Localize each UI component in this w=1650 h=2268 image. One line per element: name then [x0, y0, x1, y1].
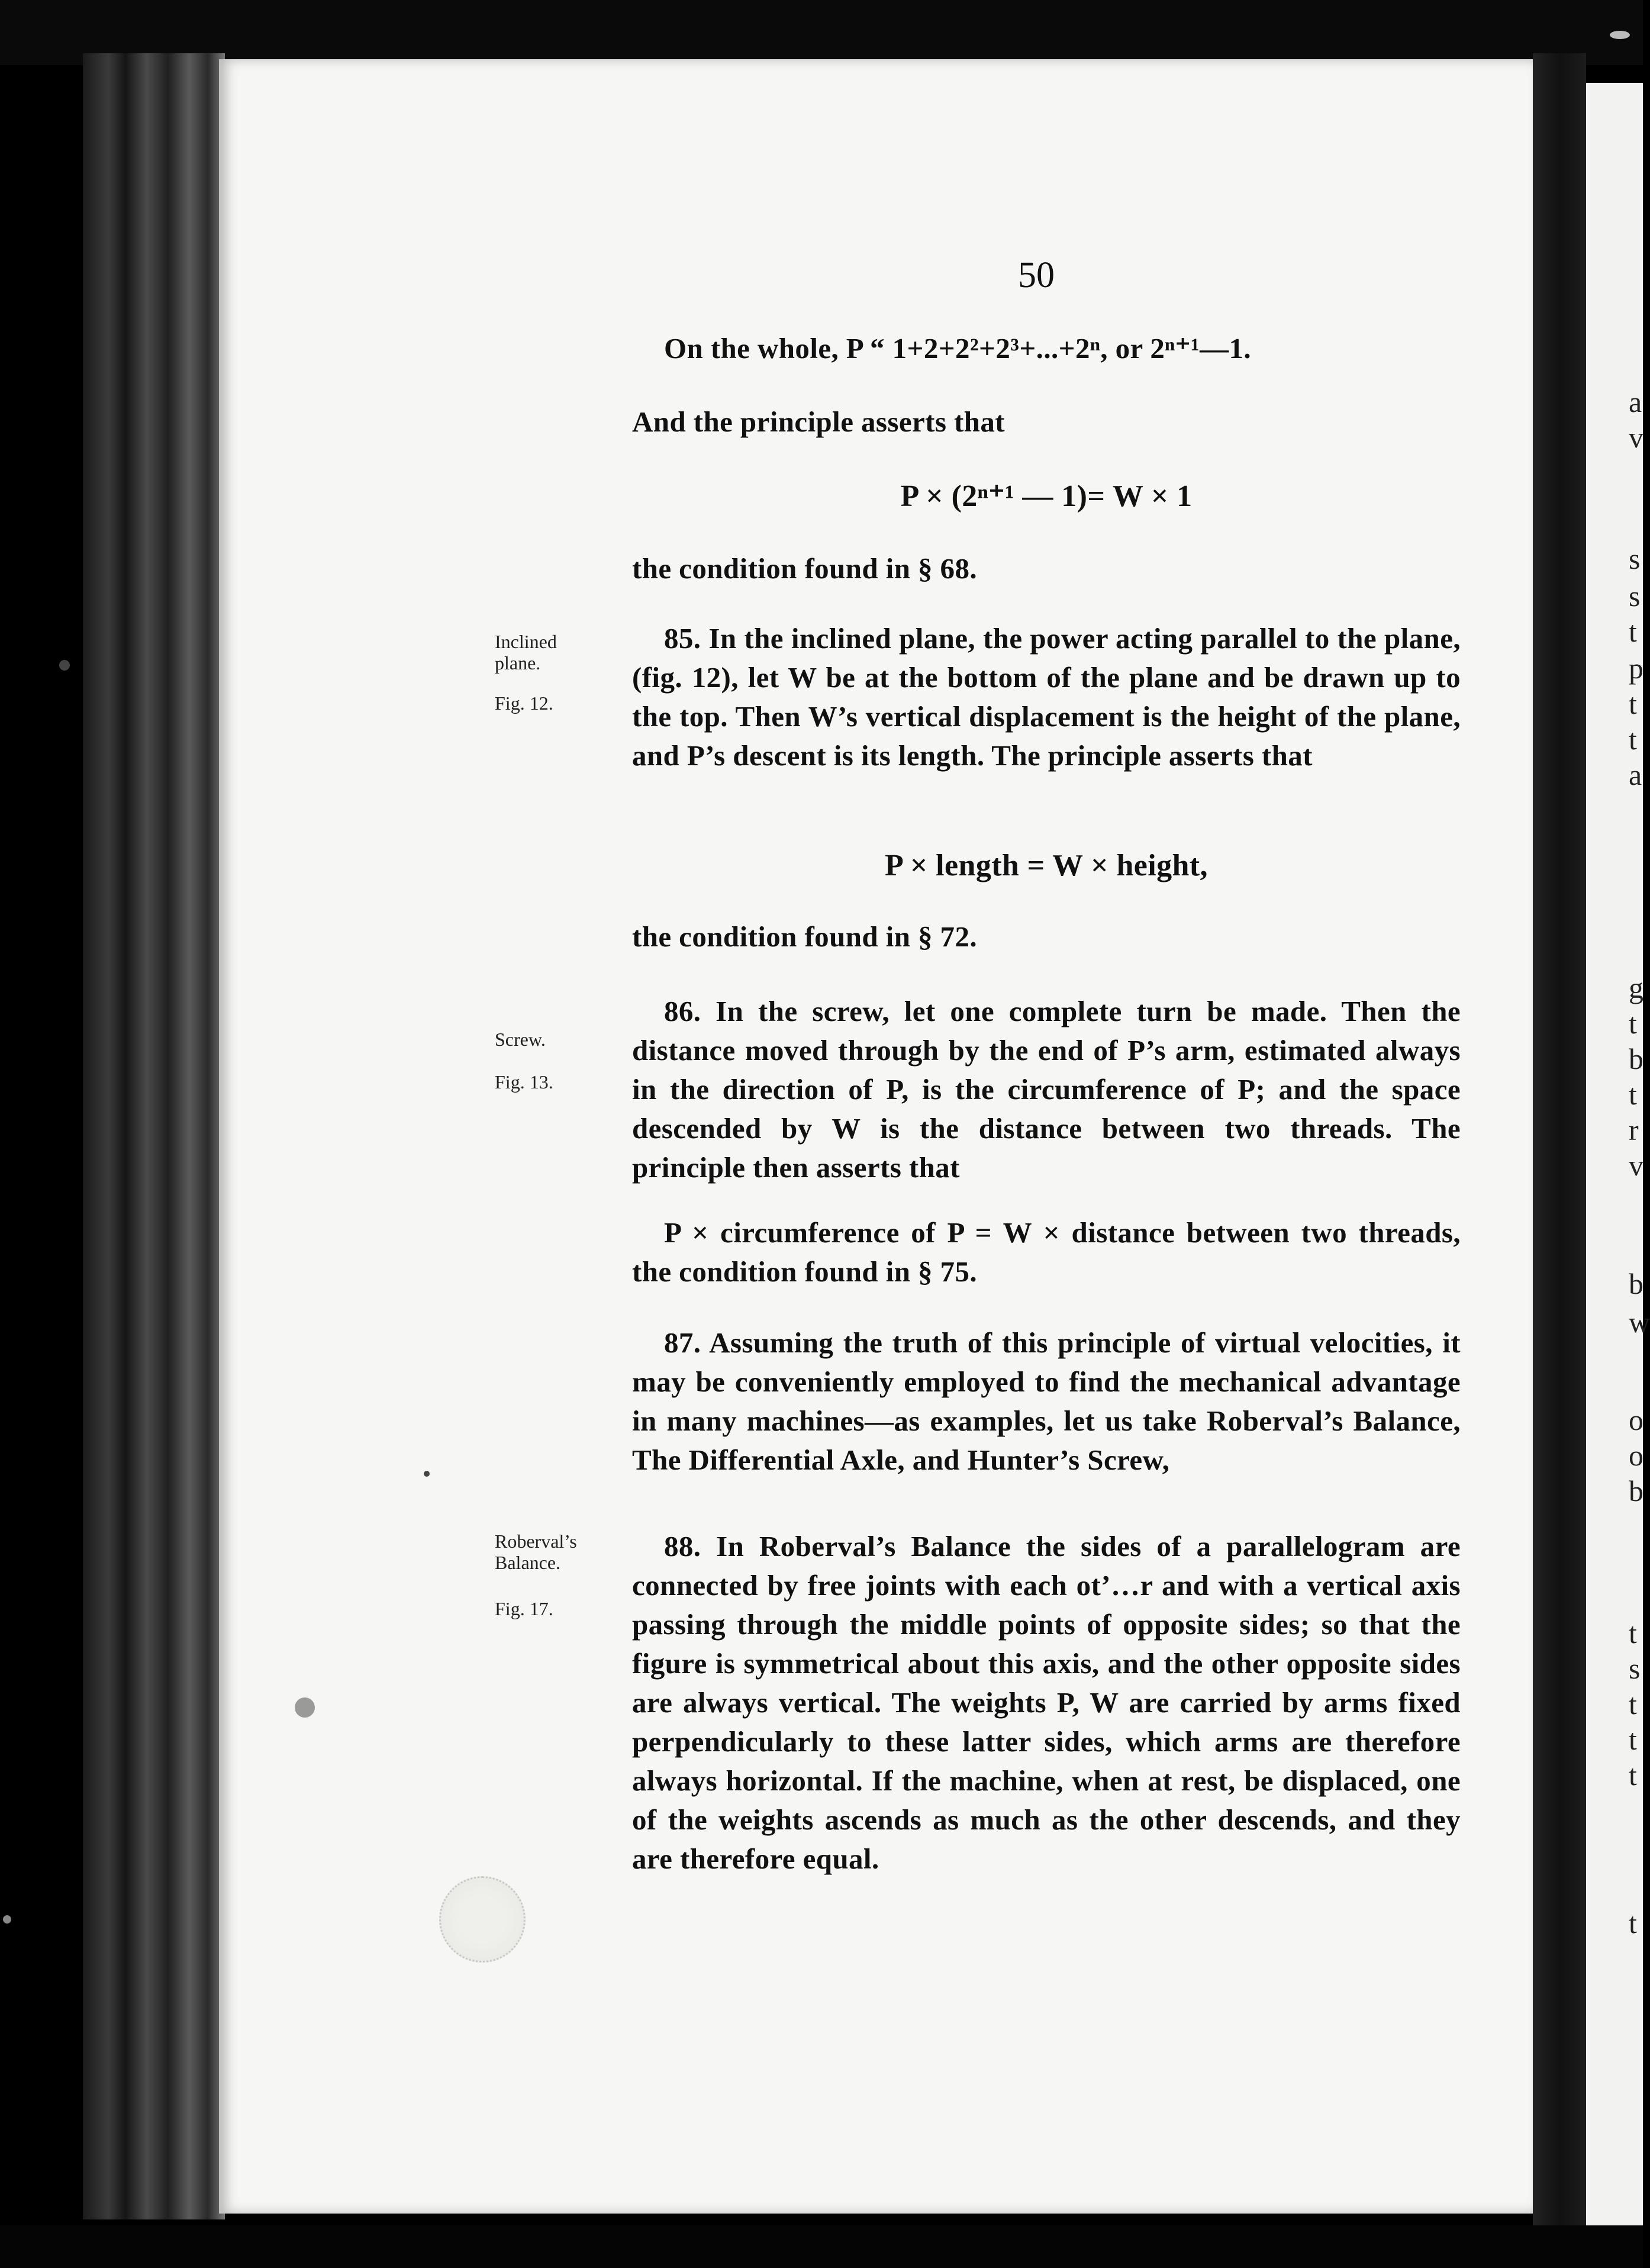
facing-page-letter: a	[1629, 385, 1642, 418]
sidenote-robervals-balance: Roberval’s Balance.	[495, 1531, 577, 1573]
text-line: the condition found in § 68.	[632, 552, 978, 585]
facing-page-letter: p	[1629, 652, 1643, 685]
equation: P × length = W × height,	[885, 849, 1208, 882]
facing-page-letter: t	[1629, 1007, 1637, 1040]
page-number: 50	[1018, 255, 1055, 295]
scan-speck	[1610, 31, 1630, 39]
facing-page-letter: g	[1629, 971, 1643, 1004]
paragraph-86: 86. In the screw, let one complete turn be made. Then the distance moved through by the end of P’s arm, estimated always in the direction of P, is the circumference of P; and the space descended by W is the distance between two threads. The principle then asserts that	[632, 995, 1461, 1184]
book-spine	[83, 53, 225, 2219]
facing-page-letter: t	[1629, 1723, 1637, 1756]
facing-page-letter: t	[1629, 1078, 1637, 1111]
scan-speck	[3, 1915, 11, 1924]
text-line: the condition found in § 72.	[632, 920, 978, 953]
facing-page-letter: s	[1629, 1652, 1641, 1685]
facing-page-letter: t	[1629, 723, 1637, 756]
text-line: And the principle asserts that	[632, 405, 1005, 438]
scan-speck	[424, 1471, 430, 1477]
facing-page-letter: w	[1629, 1306, 1650, 1339]
sidenote-fig-17: Fig. 17.	[495, 1598, 553, 1619]
scan-border-top	[0, 0, 1643, 65]
facing-page-letter: t	[1629, 1616, 1637, 1650]
paragraph-85: 85. In the inclined plane, the power acting parallel to the plane, (fig. 12), let W be at the bottom of the plane and be drawn up to the top. Then W’s vertical displacement is the height of the plane, and P’s descent is its length. The principle asserts that	[632, 622, 1461, 772]
facing-page-letter: t	[1629, 1906, 1637, 1940]
sidenote-screw: Screw.	[495, 1029, 546, 1050]
page-gutter	[1533, 53, 1586, 2243]
paper-stain	[439, 1876, 526, 1963]
facing-page-letter: t	[1629, 1687, 1637, 1721]
facing-page-letter: b	[1629, 1267, 1643, 1300]
paragraph-88: 88. In Roberval’s Balance the sides of a parallelogram are connected by free joints with each ot’…r and with a vertical axis passing through the middle points of opposite sides; so that the figure is symmetrical about this axis, and the other opposite sides are always vertical. The weights P, W are carried by arms fixed perpendicularly to these latter sides, which arms are therefore always horizontal. If the machine, when at rest, be displaced, one of the weights ascends as much as the other descends, and they are therefore equal.	[632, 1530, 1461, 1875]
facing-page-letter: b	[1629, 1474, 1643, 1507]
facing-page-letter: o	[1629, 1439, 1643, 1472]
paragraph-86-cont: P × circumference of P = W × distance between two threads, the condition found in § 75.	[632, 1216, 1461, 1288]
facing-page-letter: o	[1629, 1403, 1643, 1436]
facing-page-letter: v	[1629, 1149, 1643, 1182]
facing-page-letter: t	[1629, 615, 1637, 648]
facing-page-letter: t	[1629, 1758, 1637, 1792]
sidenote-fig-13: Fig. 13.	[495, 1071, 553, 1093]
sidenote-inclined-plane: Inclined plane.	[495, 631, 557, 674]
facing-page-letter: b	[1629, 1042, 1643, 1075]
facing-page-letter: s	[1629, 542, 1641, 575]
equation: P × (2ⁿ⁺¹ — 1)= W × 1	[900, 479, 1193, 513]
scan-speck	[59, 660, 70, 671]
facing-page-edge	[1586, 83, 1650, 2225]
text-line: On the whole, P “ 1+2+2²+2³+...+2ⁿ, or 2ⁿ⁺¹—1.	[664, 332, 1252, 365]
facing-page-letter: t	[1629, 687, 1637, 720]
facing-page-letter: s	[1629, 579, 1641, 613]
paragraph-87: 87. Assuming the truth of this principle of virtual velocities, it may be conveniently employed to find the mechanical advantage in many machines—as examples, let us take Roberval’s Balance, The Differential Axle, and Hunter’s Screw,	[632, 1326, 1461, 1476]
facing-page-letter: r	[1629, 1113, 1639, 1146]
scan-border-bottom	[0, 2225, 1643, 2268]
facing-page-letter: a	[1629, 758, 1642, 791]
sidenote-fig-12: Fig. 12.	[495, 692, 553, 714]
facing-page-letter: v	[1629, 421, 1643, 454]
paper-spot	[295, 1697, 315, 1718]
